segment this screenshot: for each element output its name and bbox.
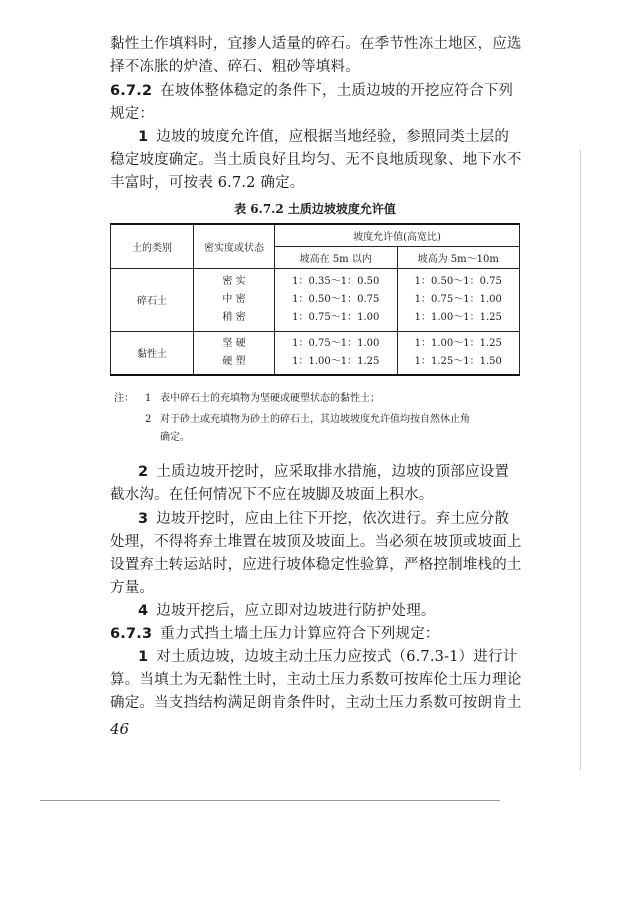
body-line: 算。当填土为无黏性土时，主动土压力系数可按库伦土压力理论 <box>110 672 522 688</box>
note-1: 表中碎石土的充填物为坚硬或硬塑状态的黏性土； <box>160 393 380 404</box>
slope-value: 1：1.00～1：1.25 <box>414 337 502 349</box>
body-text: 边坡开挖后，应立即对边坡进行防护处理。 <box>156 603 436 619</box>
state-value: 中 密 <box>222 293 246 305</box>
col-header-allow: 坡度允许值(高宽比) <box>275 224 520 246</box>
table-row <box>111 268 520 331</box>
body-text: 对土质边坡，边坡主动土压力应按式（6.7.3-1）进行计 <box>156 649 518 665</box>
col-header-state: 密实度或状态 <box>194 224 275 268</box>
body-text: 边坡开挖时，应由上往下开挖，依次进行。弃土应分散 <box>156 511 510 527</box>
slope-value: 1：0.35～1：0.50 <box>292 275 380 287</box>
note-number: 2 <box>145 414 152 425</box>
slope-table <box>110 223 520 376</box>
cell-5-10m <box>397 331 520 375</box>
body-line: 规定： <box>110 106 155 122</box>
body-line: 黏性土作填料时，宜掺人适量的碎石。在季节性冻土地区，应选 <box>110 36 522 52</box>
body-line: 丰富时，可按表 6.7.2 确定。 <box>110 175 305 191</box>
slope-value: 1：1.25～1：1.50 <box>414 355 502 367</box>
item-number: 1 <box>138 649 149 665</box>
section-6-7-2 <box>110 80 570 102</box>
page-number: 46 <box>110 720 130 738</box>
list-item-2 <box>138 461 598 483</box>
body-line: 稳定坡度确定。当土质良好且均匀、无不良地质现象、地下水不 <box>110 152 522 168</box>
state-value: 硬 塑 <box>222 355 246 367</box>
cell-soil-type: 黏性土 <box>111 331 194 375</box>
note-number: 1 <box>145 393 152 404</box>
state-value: 密 实 <box>222 275 246 287</box>
col-header-5-10m: 坡高为 5m～10m <box>397 246 520 268</box>
item-number: 2 <box>138 464 149 480</box>
slope-value: 1：1.00～1：1.25 <box>414 311 502 323</box>
list-item-3 <box>138 508 598 530</box>
list-item-1 <box>138 126 598 148</box>
body-line: 处理，不得将弃土堆置在坡顶及坡面上。当必须在坡顶或坡面上 <box>110 534 522 550</box>
table-caption: 表 6.7.2 土质边坡坡度允许值 <box>234 202 396 216</box>
slope-value: 1：0.50～1：0.75 <box>414 275 502 287</box>
section-number: 6.7.2 <box>110 83 153 99</box>
state-value: 稍 密 <box>222 311 246 323</box>
body-line: 设置弃土转运站时，应进行坡体稳定性验算，严格控制堆栈的土 <box>110 557 522 573</box>
col-header-soil-type: 土的类别 <box>111 224 194 268</box>
item-number: 3 <box>138 511 149 527</box>
slope-value: 1：0.75～1：1.00 <box>414 293 502 305</box>
slope-value: 1：1.00～1：1.25 <box>292 355 380 367</box>
scan-artifact-line <box>580 150 581 770</box>
body-line: 确定。当支挡结构满足朗肯条件时，主动土压力系数可按朗肯土 <box>110 695 522 711</box>
body-text: 土质边坡开挖时，应采取排水措施，边坡的顶部应设置 <box>156 464 510 480</box>
item-number: 1 <box>138 129 149 145</box>
cell-under-5m <box>275 331 398 375</box>
cell-state <box>194 268 275 331</box>
state-value: 坚 硬 <box>222 337 246 349</box>
body-text: 重力式挡土墙土压力计算应符合下列规定： <box>160 626 440 642</box>
scan-artifact-line <box>40 800 500 801</box>
slope-value: 1：0.75～1：1.00 <box>292 337 380 349</box>
cell-soil-type: 碎石土 <box>111 268 194 331</box>
body-text: 在坡体整体稳定的条件下，土质边坡的开挖应符合下列 <box>160 83 514 99</box>
note-2: 对于砂土或充填物为砂土的碎石土，其边坡坡度允许值均按自然休止角 <box>160 414 470 425</box>
col-header-under-5m: 坡高在 5m 以内 <box>275 246 398 268</box>
note-2-cont: 确定。 <box>160 432 190 443</box>
body-text: 边坡的坡度允许值，应根据当地经验，参照同类土层的 <box>156 129 510 145</box>
note-label: 注： <box>114 393 134 404</box>
body-line: 截水沟。在任何情况下不应在坡脚及坡面上积水。 <box>110 487 434 503</box>
cell-under-5m <box>275 268 398 331</box>
cell-5-10m <box>397 268 520 331</box>
body-line: 方量。 <box>110 580 155 596</box>
section-6-7-3 <box>110 623 570 645</box>
item-number: 4 <box>138 603 149 619</box>
slope-value: 1：0.50～1：0.75 <box>292 293 380 305</box>
body-line: 择不冻胀的炉渣、碎石、粗砂等填料。 <box>110 59 360 75</box>
section-number: 6.7.3 <box>110 626 153 642</box>
slope-value: 1：0.75～1：1.00 <box>292 311 380 323</box>
table-row <box>111 331 520 375</box>
cell-state <box>194 331 275 375</box>
list-item-4 <box>138 600 598 622</box>
list-item-j1 <box>138 646 598 668</box>
